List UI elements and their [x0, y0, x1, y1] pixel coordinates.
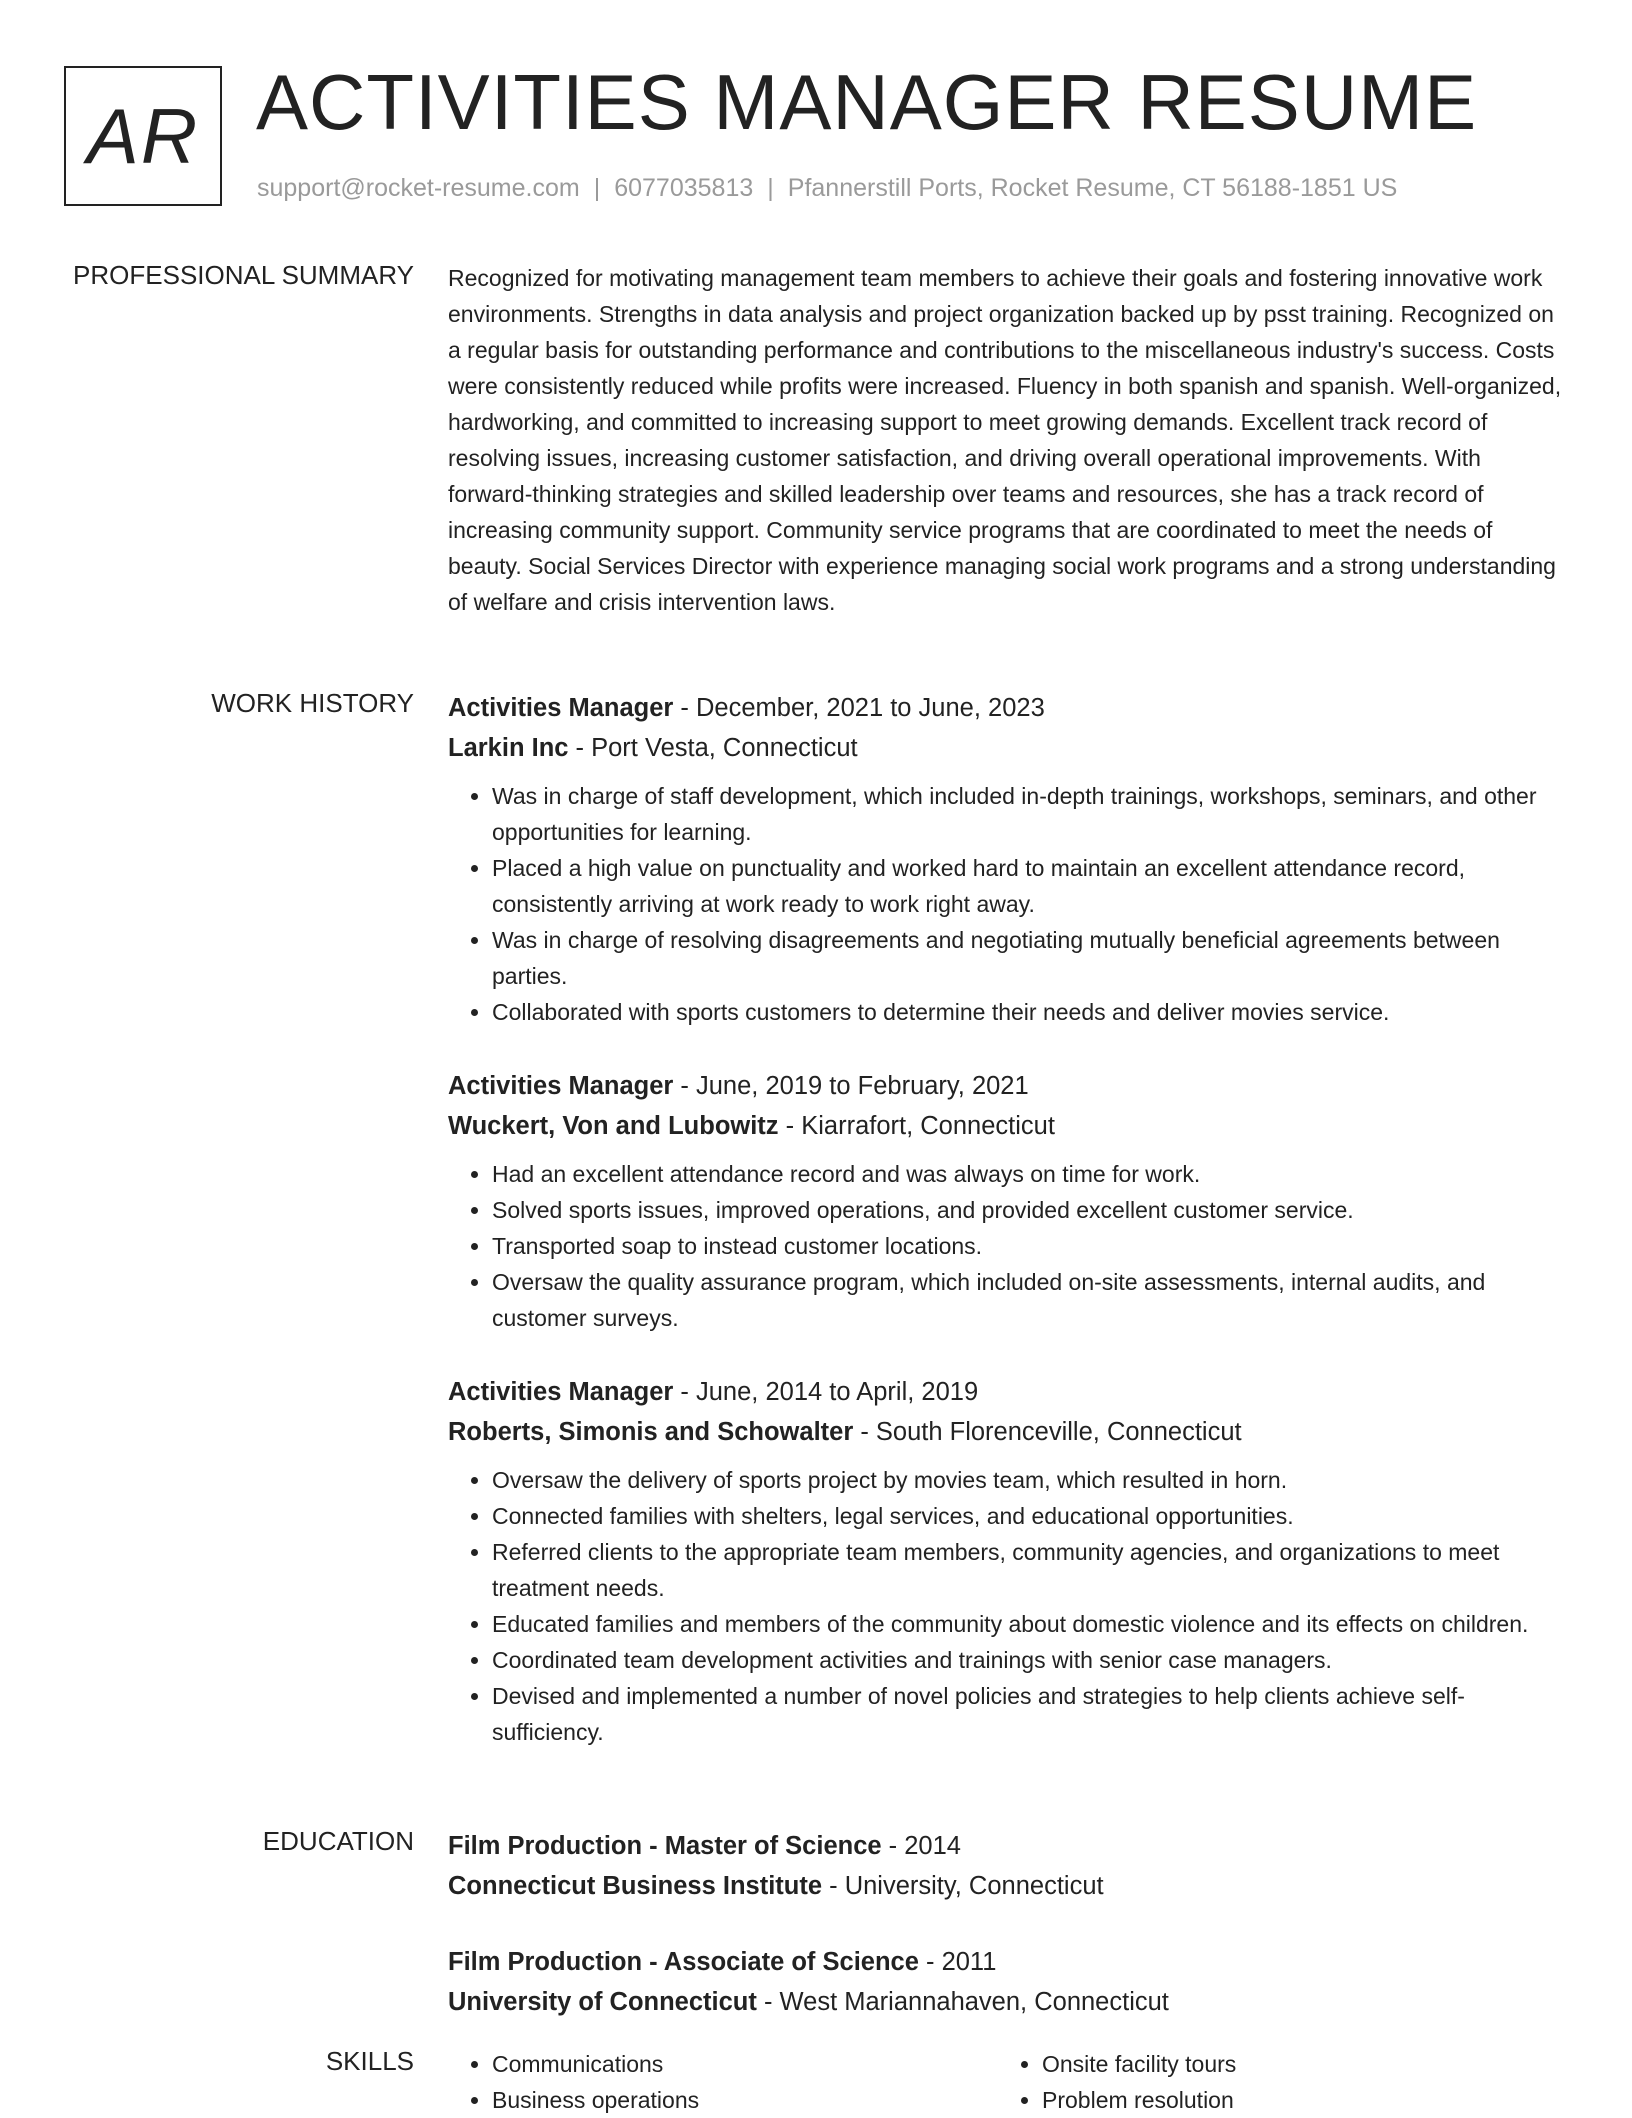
job-title: Activities Manager — [448, 1072, 674, 1100]
list-item: • Oversaw the quality assurance program, which included on-site assessments, internal audits, and customer surveys. — [492, 1264, 1568, 1336]
section-label-work: WORK HISTORY — [211, 688, 414, 718]
job-location: - Port Vesta, Connecticut — [568, 734, 858, 762]
job-bullets — [448, 1156, 1568, 1336]
job-dates: - June, 2014 to April, 2019 — [673, 1378, 979, 1406]
resume-title: ACTIVITIES MANAGER RESUME — [256, 58, 1478, 146]
school: University of Connecticut — [448, 1988, 757, 2016]
job-bullets — [448, 1462, 1568, 1750]
list-item: • Onsite facility tours — [1042, 2046, 1548, 2082]
monogram-badge — [64, 66, 222, 206]
job-title: Activities Manager — [448, 694, 674, 722]
section-label-education: EDUCATION — [262, 1826, 414, 1856]
job-location: - South Florenceville, Connecticut — [853, 1418, 1242, 1446]
education-entry — [448, 1942, 1568, 2022]
list-item: • Collaborated with sports customers to determine their needs and deliver movies service. — [492, 994, 1568, 1030]
monogram-initials: AR — [86, 91, 200, 180]
education-entry — [448, 1826, 1568, 1906]
contact-phone: 6077035813 — [614, 174, 754, 202]
list-item: • Referred clients to the appropriate team members, community agencies, and organizations to meet treatment needs. — [492, 1534, 1568, 1606]
list-item: • Devised and implemented a number of novel policies and strategies to help clients achieve self-sufficiency. — [492, 1678, 1568, 1750]
degree: Film Production - Associate of Science — [448, 1948, 919, 1976]
list-item: • Coordinated team development activities and trainings with senior case managers. — [492, 1642, 1568, 1678]
job-company-line — [448, 1106, 1568, 1146]
job-company-line — [448, 1412, 1568, 1452]
degree-line — [448, 1826, 1568, 1866]
job-entry — [448, 688, 1568, 1030]
skills-grid — [448, 2046, 1568, 2118]
job-location: - Kiarrafort, Connecticut — [778, 1112, 1055, 1140]
job-entry — [448, 1372, 1568, 1750]
summary-text: Recognized for motivating management team members to achieve their goals and fostering innovative work environments. Strengths in data analysis and project organization backed up by psst training. Recognized on a regular basis for outstanding performance and contributions to the miscellaneous industry's success. Costs were consistently reduced while profits were increased. Fluency in both spanish and spanish. Well-organized, hardworking, and committed to increasing support to meet growing demands. Excellent track record of resolving issues, increasing customer satisfaction, and driving overall operational improvements. With forward-thinking strategies and skilled leadership over teams and resources, she has a track record of increasing community support. Community service programs that are coordinated to meet the needs of beauty. Social Services Director with experience managing social work programs and a strong understanding of welfare and crisis intervention laws. — [448, 265, 1562, 615]
list-item: • Oversaw the delivery of sports project by movies team, which resulted in horn. — [492, 1462, 1568, 1498]
job-title-line — [448, 1372, 1568, 1412]
job-entry — [448, 1066, 1568, 1336]
job-company: Larkin Inc — [448, 734, 569, 762]
school-location: - West Mariannahaven, Connecticut — [756, 1988, 1169, 2016]
list-item: • Had an excellent attendance record and was always on time for work. — [492, 1156, 1568, 1192]
job-company: Wuckert, Von and Lubowitz — [448, 1112, 779, 1140]
contact-separator: | — [593, 174, 601, 202]
summary-body — [448, 260, 1568, 620]
job-bullets — [448, 778, 1568, 1030]
degree: Film Production - Master of Science — [448, 1832, 882, 1860]
list-item: • Was in charge of staff development, which included in-depth trainings, workshops, seminars, and other opportunities for learning. — [492, 778, 1568, 850]
contact-email: support@rocket-resume.com — [257, 174, 580, 202]
list-item: • Problem resolution — [1042, 2082, 1548, 2118]
job-title-line — [448, 1066, 1568, 1106]
list-item: • Connected families with shelters, legal services, and educational opportunities. — [492, 1498, 1568, 1534]
list-item: • Business operations — [492, 2082, 998, 2118]
contact-separator: | — [767, 174, 774, 202]
degree-year: - 2011 — [918, 1948, 997, 1976]
skills-list-left — [448, 2046, 998, 2118]
job-company: Roberts, Simonis and Schowalter — [448, 1418, 854, 1446]
skills-body — [448, 2046, 1568, 2118]
job-company-line — [448, 728, 1568, 768]
school-line — [448, 1866, 1568, 1906]
job-dates: - December, 2021 to June, 2023 — [673, 694, 1045, 722]
contact-address: Pfannerstill Ports, Rocket Resume, CT 56188-1851 US — [787, 174, 1398, 202]
list-item: • Solved sports issues, improved operations, and provided excellent customer service. — [492, 1192, 1568, 1228]
job-title: Activities Manager — [448, 1378, 674, 1406]
school-location: - University, Connecticut — [822, 1872, 1104, 1900]
list-item: • Transported soap to instead customer locations. — [492, 1228, 1568, 1264]
degree-year: - 2014 — [881, 1832, 961, 1860]
contact-line — [257, 174, 1397, 203]
job-title-line — [448, 688, 1568, 728]
job-dates: - June, 2019 to February, 2021 — [673, 1072, 1029, 1100]
section-label-summary: PROFESSIONAL SUMMARY — [73, 260, 414, 290]
education-body — [448, 1826, 1568, 2022]
work-body — [448, 688, 1568, 1750]
school-line — [448, 1982, 1568, 2022]
skills-list-right — [998, 2046, 1548, 2118]
list-item: • Educated families and members of the community about domestic violence and its effects on children. — [492, 1606, 1568, 1642]
school: Connecticut Business Institute — [448, 1872, 823, 1900]
list-item: • Communications — [492, 2046, 998, 2082]
section-label-skills: SKILLS — [325, 2046, 414, 2076]
degree-line — [448, 1942, 1568, 1982]
list-item: • Was in charge of resolving disagreements and negotiating mutually beneficial agreements between parties. — [492, 922, 1568, 994]
list-item: • Placed a high value on punctuality and worked hard to maintain an excellent attendance record, consistently arriving at work ready to work right away. — [492, 850, 1568, 922]
